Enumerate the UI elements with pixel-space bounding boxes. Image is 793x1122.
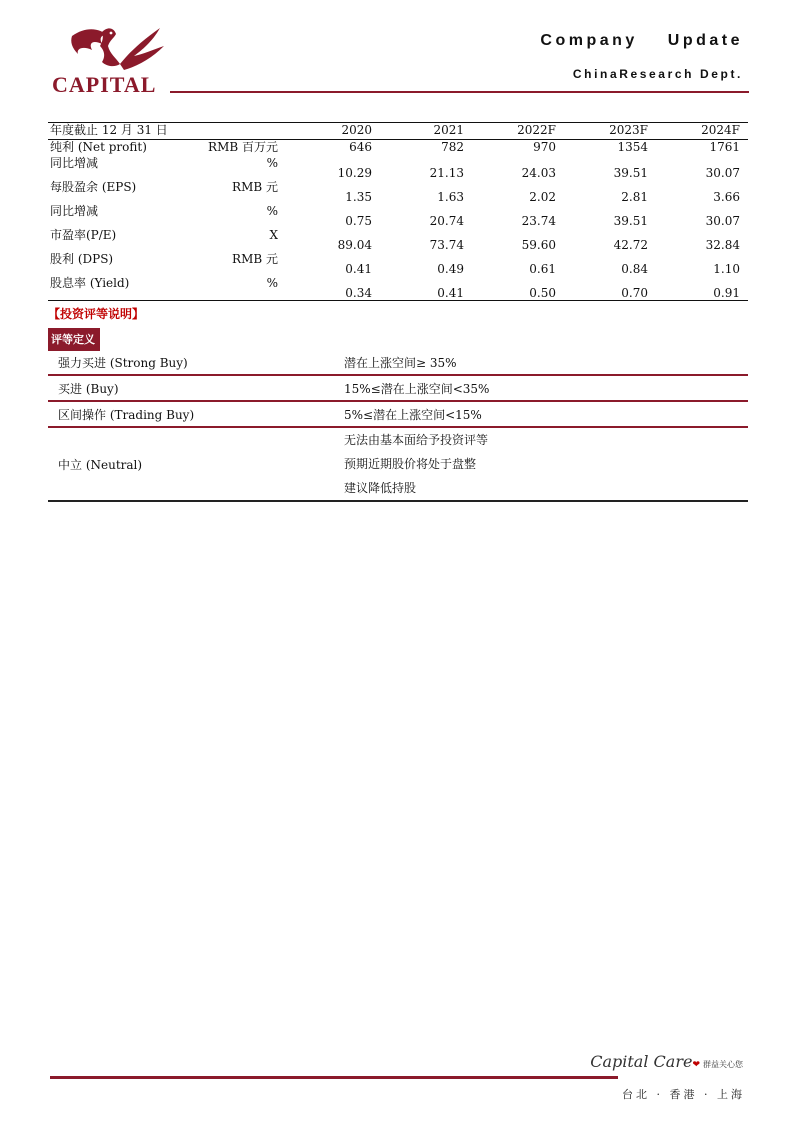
row-label: 市盈率(P/E) — [50, 228, 117, 242]
year-header: 2022F — [472, 123, 564, 140]
row-unit: % — [266, 276, 278, 290]
table-cell: 32.84 — [705, 238, 740, 252]
row-label: 股利 (DPS) — [50, 252, 114, 266]
row-label: 纯利 (Net profit) — [50, 140, 147, 154]
year-header: 2023F — [564, 123, 656, 140]
table-cell: 21.13 — [429, 166, 464, 180]
table-cell: 2.81 — [621, 190, 648, 204]
table-cell: 0.91 — [713, 286, 740, 300]
row-label: 股息率 (Yield) — [50, 276, 130, 290]
table-cell: 1.63 — [437, 190, 464, 204]
rating-name: 强力买进 (Strong Buy) — [48, 350, 344, 375]
rating-description: 潜在上涨空间≥ 35% — [344, 350, 748, 375]
report-type-title: Company Update — [540, 32, 743, 49]
row-unit: % — [266, 204, 278, 218]
table-row — [48, 228, 748, 252]
table-cell: 0.41 — [345, 262, 372, 276]
logo-wordmark: CAPITAL — [52, 72, 157, 97]
table-cell: 59.60 — [521, 238, 556, 252]
table-cell: 30.07 — [705, 214, 740, 228]
rating-section-title: 【投资评等说明】 — [48, 307, 145, 321]
rating-description — [344, 427, 748, 501]
header-divider — [170, 91, 749, 93]
brand-slogan: 群益关心您 — [703, 1060, 743, 1069]
row-unit: RMB 百万元 — [208, 140, 278, 154]
table-cell: 89.04 — [337, 238, 372, 252]
fiscal-year-label: 年度截止 12 月 31 日 — [48, 123, 198, 140]
department-label: ChinaResearch Dept. — [572, 67, 743, 81]
row-label: 同比增减 — [50, 204, 99, 218]
table-cell: 0.70 — [621, 286, 648, 300]
rating-name: 买进 (Buy) — [48, 375, 344, 401]
table-row — [48, 350, 748, 375]
rating-name: 中立 (Neutral) — [48, 427, 344, 501]
office-cities: 台北 · 香港 · 上海 — [622, 1088, 745, 1101]
table-row — [48, 375, 748, 401]
rating-definition-table — [48, 350, 748, 502]
table-row — [48, 252, 748, 276]
rating-description: 15%≤潜在上涨空间<35% — [344, 375, 748, 401]
table-row — [48, 276, 748, 301]
table-row — [48, 180, 748, 204]
year-header: 2020 — [288, 123, 380, 140]
table-cell: 1.10 — [713, 262, 740, 276]
row-label: 每股盈余 (EPS) — [50, 180, 137, 194]
capital-care-brand — [590, 1052, 743, 1071]
table-header-row — [48, 123, 748, 140]
table-cell: 970 — [533, 140, 556, 154]
table-cell: 1.35 — [345, 190, 372, 204]
row-label: 同比增减 — [50, 156, 99, 170]
table-cell: 30.07 — [705, 166, 740, 180]
table-cell: 0.34 — [345, 286, 372, 300]
table-cell: 0.50 — [529, 286, 556, 300]
table-row — [48, 156, 748, 180]
rating-name: 区间操作 (Trading Buy) — [48, 401, 344, 427]
table-row — [48, 140, 748, 157]
table-row — [48, 401, 748, 427]
row-unit: RMB 元 — [232, 252, 278, 266]
table-cell: 0.41 — [437, 286, 464, 300]
description-line: 无法由基本面给予投资评等 — [344, 433, 489, 447]
heart-icon: ❤ — [692, 1060, 700, 1070]
table-cell: 24.03 — [521, 166, 556, 180]
table-cell: 1354 — [617, 140, 648, 154]
table-row — [48, 427, 748, 501]
table-cell: 20.74 — [429, 214, 464, 228]
table-cell: 0.75 — [345, 214, 372, 228]
footer-divider — [50, 1076, 618, 1079]
year-header: 2024F — [656, 123, 748, 140]
table-cell: 42.72 — [613, 238, 648, 252]
eagle-logo-icon — [64, 24, 174, 76]
table-cell: 3.66 — [713, 190, 740, 204]
capital-logo — [50, 24, 180, 96]
table-cell: 0.61 — [529, 262, 556, 276]
table-row — [48, 204, 748, 228]
description-line: 建议降低持股 — [344, 481, 417, 495]
table-cell: 10.29 — [337, 166, 372, 180]
table-cell: 73.74 — [429, 238, 464, 252]
row-unit: % — [266, 156, 278, 170]
table-cell: 782 — [441, 140, 464, 154]
description-line: 预期近期股价将处于盘整 — [344, 457, 477, 471]
rating-definition-tag: 评等定义 — [48, 328, 100, 351]
table-cell: 646 — [349, 140, 372, 154]
table-cell: 1761 — [709, 140, 740, 154]
table-cell: 0.49 — [437, 262, 464, 276]
row-unit: RMB 元 — [232, 180, 278, 194]
rating-description: 5%≤潜在上涨空间<15% — [344, 401, 748, 427]
table-cell: 23.74 — [521, 214, 556, 228]
table-cell: 2.02 — [529, 190, 556, 204]
brand-name: Capital Care — [590, 1052, 693, 1071]
table-cell: 39.51 — [613, 214, 648, 228]
table-cell: 0.84 — [621, 262, 648, 276]
row-unit: X — [269, 228, 278, 242]
year-header: 2021 — [380, 123, 472, 140]
financial-summary-table — [48, 122, 748, 301]
table-cell: 39.51 — [613, 166, 648, 180]
